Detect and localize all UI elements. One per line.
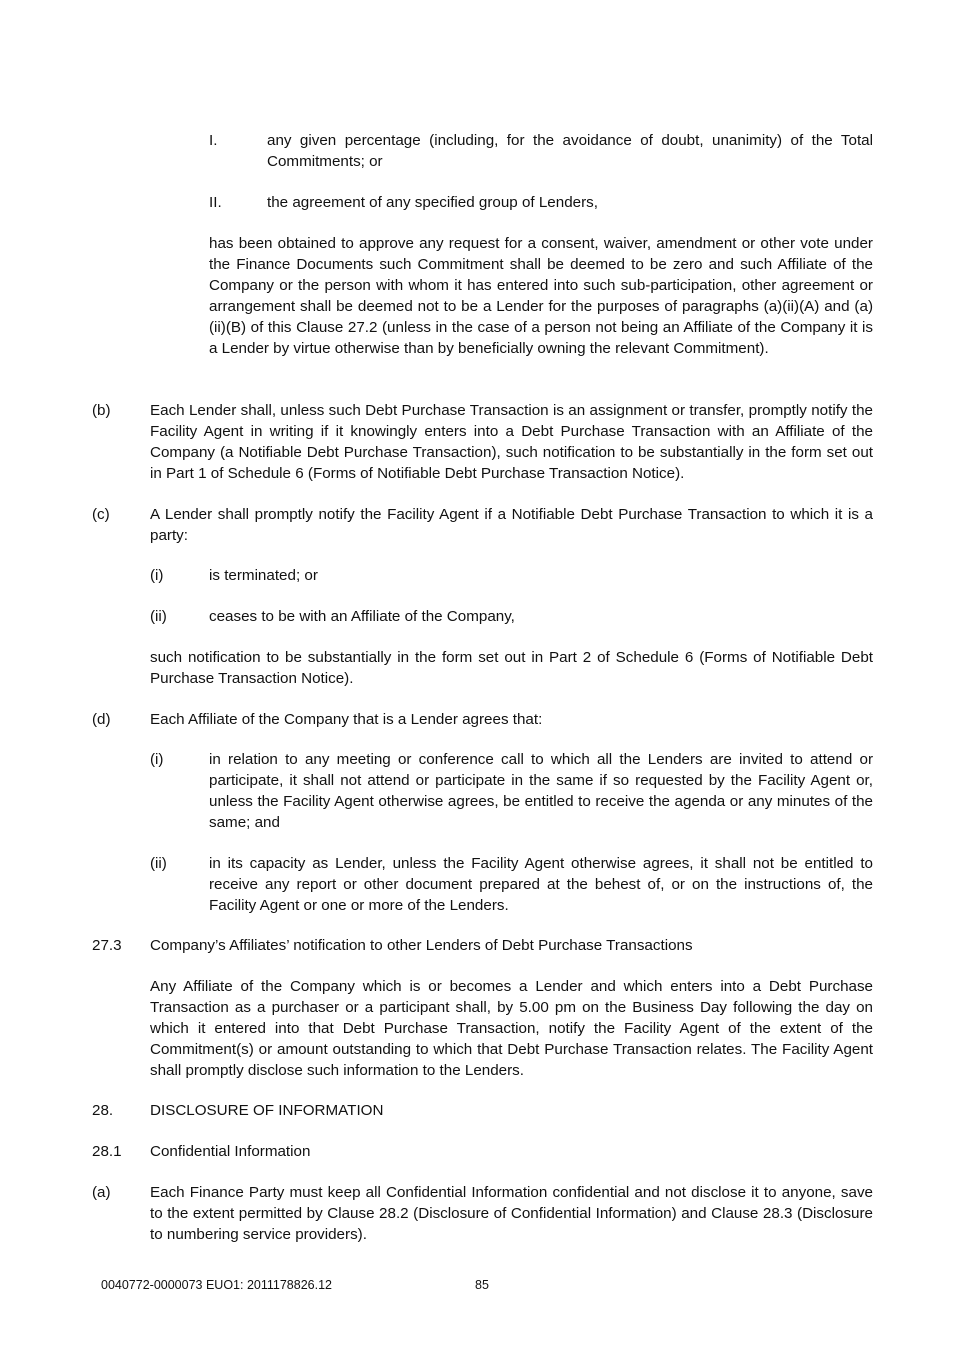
paragraph-c-text: A Lender shall promptly notify the Facility Agent if a Notifiable Debt Purchase Transaction to which it is a party: [150,506,873,544]
paragraph-c-i-text: is terminated; or [209,567,318,584]
clause-28-1-number: 28.1 [92,1143,122,1160]
roman-ii-text: the agreement of any specified group of Lenders, [267,194,598,211]
paragraph-d-i-number: (i) [150,751,164,768]
clause-28-1-heading: Confidential Information [150,1143,311,1160]
paragraph-d-ii-text: in its capacity as Lender, unless the Facility Agent otherwise agrees, it shall not be entitled to receive any report or other document prepared at the behest of, or on the instructions of, the Facility Agent or one or more of the Lenders. [209,855,873,914]
paragraph-d-i-text: in relation to any meeting or conference call to which all the Lenders are invited to attend or participate, it shall not attend or participate in the same if so requested by the Facility Agent or, unless the Facility Agent otherwise agrees, be entitled to receive the agenda or any minutes of the same; and [209,751,873,831]
clause-28-1-a-number: (a) [92,1184,111,1201]
footer-page-number: 85 [475,1278,489,1292]
roman-i-text: any given percentage (including, for the avoidance of doubt, unanimity) of the Total Commitments; or [267,132,873,170]
paragraph-b-number: (b) [92,402,111,419]
paragraph-d-ii-number: (ii) [150,855,167,872]
paragraph-c-ii-text: ceases to be with an Affiliate of the Company, [209,608,515,625]
clause-27-3-text: Any Affiliate of the Company which is or becomes a Lender and which enters into a Debt Purchase Transaction as a purchaser or a participant shall, by 5.00 pm on the Business Day following the day on which it entered into that Debt Purchase Transaction, notify the Facility Agent of the extent of the Commitment(s) or amount outstanding to which that Debt Purchase Transaction relates. The Facility Agent shall promptly disclose such information to the Lenders. [150,978,873,1079]
paragraph-c-i-number: (i) [150,567,164,584]
paragraph-c-ii-number: (ii) [150,608,167,625]
clause-27-3-heading: Company’s Affiliates’ notification to other Lenders of Debt Purchase Transactions [150,937,693,954]
roman-i-number: I. [209,132,218,149]
clause-28-1-a-text: Each Finance Party must keep all Confidential Information confidential and not disclose it to anyone, save to the extent permitted by Clause 28.2 (Disclosure of Confidential Information) and Clause 28.3 (Disclosure to numbering service providers). [150,1184,873,1243]
paragraph-a-continuation: has been obtained to approve any request for a consent, waiver, amendment or other vote under the Finance Documents such Commitment shall be deemed to be zero and such Affiliate of the Company or the person with whom it has entered into such sub-participation, other agreement or arrangement shall be deemed not to be a Lender for the purposes of paragraphs (a)(ii)(A) and (a)(ii)(B) of this Clause 27.2 (unless in the case of a person not being an Affiliate of the Company it is a Lender by virtue otherwise than by beneficially owning the relevant Commitment). [209,235,873,357]
clause-28-number: 28. [92,1102,114,1119]
paragraph-c-continuation: such notification to be substantially in the form set out in Part 2 of Schedule 6 (Forms of Notifiable Debt Purchase Transaction Notice). [150,649,873,687]
roman-ii-number: II. [209,194,222,211]
paragraph-d-number: (d) [92,711,111,728]
clause-28-heading: DISCLOSURE OF INFORMATION [150,1102,384,1119]
clause-27-3-number: 27.3 [92,937,122,954]
paragraph-b-text: Each Lender shall, unless such Debt Purchase Transaction is an assignment or transfer, promptly notify the Facility Agent in writing if it knowingly enters into a Debt Purchase Transaction with an Affiliate of the Company (a Notifiable Debt Purchase Transaction), such notification to be substantially in the form set out in Part 1 of Schedule 6 (Forms of Notifiable Debt Purchase Transaction Notice). [150,402,873,482]
paragraph-d-text: Each Affiliate of the Company that is a Lender agrees that: [150,711,543,728]
paragraph-c-number: (c) [92,506,110,523]
footer-document-reference: 0040772-0000073 EUO1: 2011178826.12 [101,1278,332,1292]
